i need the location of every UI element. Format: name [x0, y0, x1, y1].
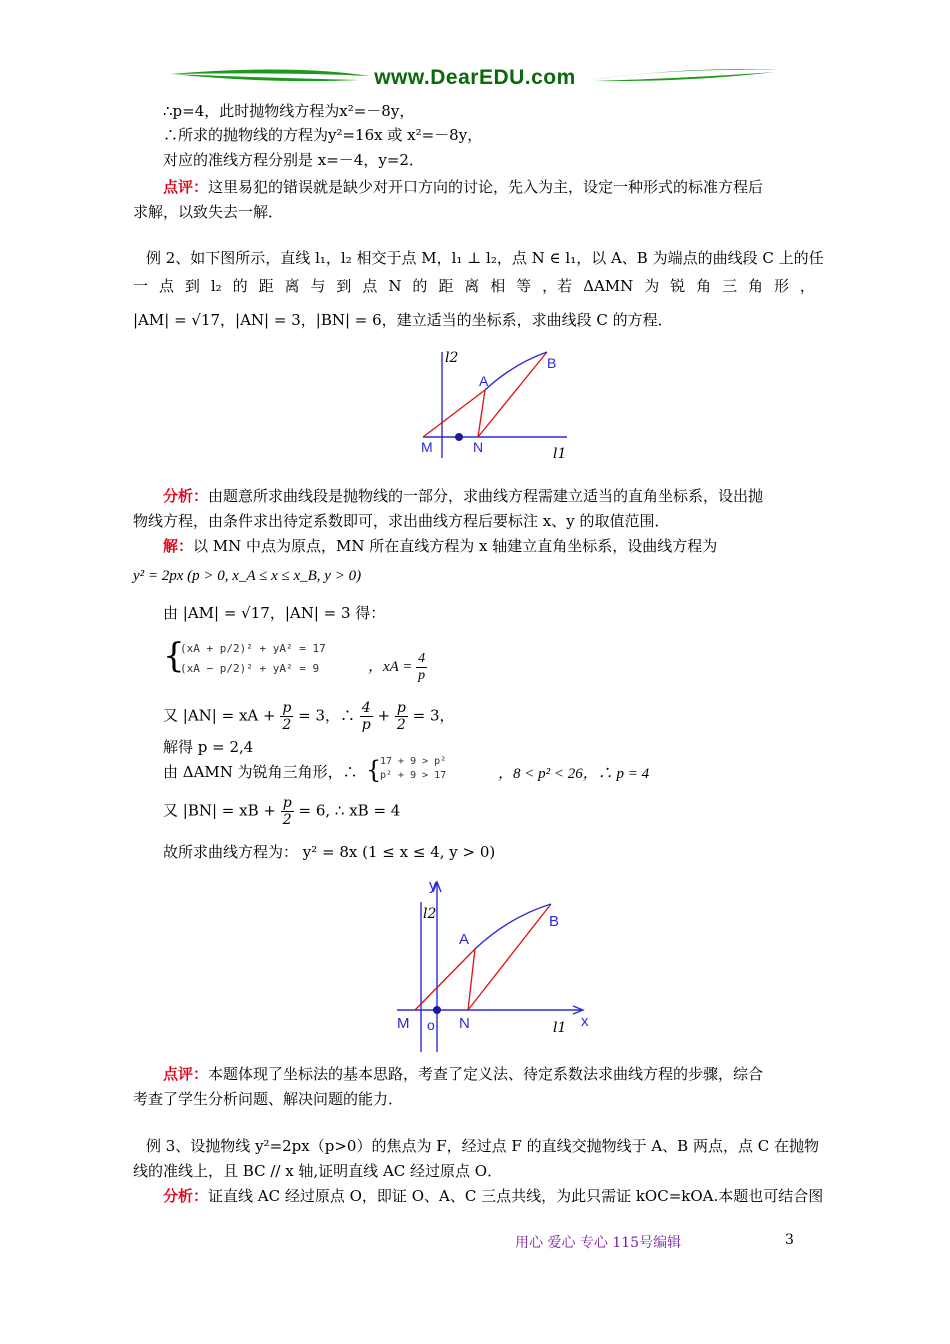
justified-word: 距 [438, 277, 454, 295]
comment-text: 本题体现了坐标法的基本思路，考查了定义法、待定系数法求曲线方程的步骤，综合 [208, 1065, 764, 1083]
acute-brace-icon: { [366, 756, 382, 784]
site-name: www.DearEDU.com [374, 66, 576, 89]
acute-result: ，8 < p² < 26，∴ p = 4 [498, 766, 650, 782]
justified-word: ， [799, 277, 815, 295]
label-l2: l2 [445, 350, 459, 366]
justified-word: 的 [232, 277, 248, 295]
curve-C [485, 352, 547, 390]
justified-word: 锐 [670, 277, 686, 295]
text-line: 物线方程，由条件求出待定系数即可，求出曲线方程后要标注 x、y 的取值范围． [133, 512, 670, 530]
comment-label: 点评： [163, 178, 209, 196]
label-N: N [473, 439, 484, 455]
an-rhs: = 3， [412, 706, 455, 725]
text-line: 考查了学生分析问题、解决问题的能力． [133, 1090, 404, 1108]
segment-MA [415, 949, 475, 1010]
system-eq-1: (xA + p/2)² + yA² = 17 [180, 642, 326, 655]
label-M: M [397, 1015, 410, 1032]
label-l1: l1 [553, 446, 567, 462]
solution-text: 以 MN 中点为原点，MN 所在直线方程为 x 轴建立直角坐标系，设曲线方程为 [193, 537, 718, 555]
segment-NB [478, 352, 547, 437]
text-line-bn [163, 795, 400, 828]
justified-word: 角 [696, 277, 712, 295]
analysis-label: 分析： [163, 487, 209, 505]
justified-word: 离 [284, 277, 300, 295]
page-number: 3 [785, 1232, 794, 1248]
justified-word: 形 [773, 277, 789, 295]
justified-word: 与 [310, 277, 326, 295]
text-line: 由 |AM| = √17，|AN| = 3 得： [163, 604, 386, 622]
segment-MA [423, 390, 485, 437]
justified-word: 到 [184, 277, 200, 295]
acute-eq-2: p² + 9 > 17 [380, 770, 447, 781]
figure-1 [405, 340, 580, 470]
example-2-justified-line [133, 276, 815, 296]
analysis-label: 分析： [163, 1187, 209, 1205]
final-answer: 故所求曲线方程为： y² = 8x (1 ≤ x ≤ 4, y > 0) [163, 843, 496, 861]
numerator: 4 [360, 700, 373, 717]
denominator: p [361, 717, 371, 733]
numerator: p [282, 700, 292, 716]
system-brace-icon: { [163, 636, 185, 676]
analysis-3 [163, 1186, 823, 1206]
label-A: A [459, 931, 470, 948]
justified-word: 距 [258, 277, 274, 295]
label-B: B [547, 355, 557, 371]
justified-word: 角 [748, 277, 764, 295]
text-line: 解得 p = 2,4 [163, 738, 254, 756]
label-y: y [429, 877, 437, 894]
curve-C [475, 904, 551, 949]
segment-AN [468, 949, 475, 1010]
denominator: 2 [282, 812, 292, 828]
fraction-p-over-2 [280, 700, 293, 733]
label-x: x [581, 1013, 589, 1030]
text-line-an: 又 |AN| = xA + $\frac{p}{2}$ = 3，∴ $\frac{4}{p}$ + $\frac{p}{2}$ = 3， [163, 700, 455, 733]
page-footer: 用心 爱心 专心 115号编辑 [515, 1235, 682, 1251]
solution-label: 解： [163, 537, 194, 555]
acute-eq-1: 17 + 9 > p² [380, 756, 447, 767]
fraction-p-over-2 [281, 795, 294, 828]
xA-lhs: ，xA = [368, 658, 413, 675]
text-line-acute [163, 762, 358, 782]
justified-word: 点 [158, 277, 174, 295]
label-N: N [459, 1015, 470, 1032]
fraction-4-over-p [360, 700, 373, 733]
label-M: M [421, 439, 433, 455]
acute-lhs: 由 ΔAMN 为锐角三角形，∴ [163, 763, 358, 781]
justified-word: 为 [644, 277, 660, 295]
justified-word: 点 [362, 277, 378, 295]
denominator: p [418, 668, 426, 683]
label-B: B [549, 913, 560, 930]
numerator: p [396, 700, 406, 716]
label-O: o [427, 1017, 435, 1033]
text-line: 求解，以致失去一解． [133, 203, 284, 221]
justified-word: 的 [412, 277, 428, 295]
justified-word: 相 [490, 277, 506, 295]
example-2-conditions: |AM| = √17，|AN| = 3，|BN| = 6，建立适当的坐标系，求曲线段 C 的方程． [133, 311, 673, 329]
justified-word: N [388, 277, 402, 295]
system-eq-2: (xA − p/2)² + yA² = 9 [180, 662, 320, 675]
an-lhs: 又 |AN| = xA + [163, 706, 276, 725]
site-header-banner [170, 62, 780, 92]
justified-word: 等 [516, 277, 532, 295]
comment-1 [163, 177, 763, 197]
justified-word: ΔAMN [583, 277, 634, 295]
analysis [163, 486, 763, 506]
justified-word: 一 [133, 277, 149, 295]
text-line: ∴p=4，此时抛物线方程为x²=－8y， [163, 102, 415, 120]
comment-2 [163, 1064, 763, 1084]
example-2-line: 例 2、如下图所示，直线 l₁，l₂ 相交于点 M，l₁ ⊥ l₂，点 N ∈ l₁，以 A、B 为端点的曲线段 C 上的任 [146, 249, 824, 267]
bn-lhs: 又 |BN| = xB + [163, 801, 276, 820]
segment-NB [468, 904, 551, 1010]
text-line: 对应的准线方程分别是 x=－4，y=2． [163, 151, 424, 169]
bn-rhs: = 6, ∴ xB = 4 [298, 801, 401, 820]
analysis-text: 证直线 AC 经过原点 O，即证 O、A、C 三点共线，为此只需证 kOC=kOA.本题也可结合图 [208, 1187, 824, 1205]
origin-point [455, 433, 463, 441]
equation-parabola: y² = 2px (p > 0, x_A ≤ x ≤ x_B, y > 0) [133, 568, 362, 584]
denominator: 2 [282, 717, 292, 733]
analysis-text: 由题意所求曲线段是抛物线的一部分，求曲线方程需建立适当的直角坐标系，设出抛 [208, 487, 764, 505]
text-line: 线的准线上，且 BC // x 轴,证明直线 AC 经过原点 O． [133, 1162, 503, 1180]
justified-word: 三 [722, 277, 738, 295]
comment-label: 点评： [163, 1065, 209, 1083]
an-mid: = 3，∴ [298, 706, 355, 725]
numerator: p [282, 795, 292, 811]
label-l1: l1 [553, 1020, 567, 1036]
justified-word: 离 [464, 277, 480, 295]
fraction-p-over-2 [395, 700, 408, 733]
text-line: ∴所求的抛物线的方程为y²=16x 或 x²=－8y， [163, 126, 483, 144]
label-l2: l2 [423, 906, 437, 922]
justified-word: l₂ [210, 277, 222, 295]
fraction-4-over-p [416, 651, 427, 684]
numerator: 4 [418, 651, 426, 666]
solution [163, 536, 717, 556]
justified-word: ，若 [542, 277, 573, 295]
comment-text: 这里易犯的错误就是缺少对开口方向的讨论，先入为主，设定一种形式的标准方程后 [208, 178, 764, 196]
denominator: 2 [396, 717, 406, 733]
justified-word: 到 [336, 277, 352, 295]
example-3-line: 例 3、设抛物线 y²=2px（p>0）的焦点为 F，经过点 F 的直线交抛物线于 A、B 两点，点 C 在抛物 [146, 1137, 819, 1155]
figure-2 [385, 872, 600, 1057]
xA-expression [368, 651, 427, 684]
origin-point [433, 1006, 441, 1014]
label-A: A [479, 373, 489, 389]
